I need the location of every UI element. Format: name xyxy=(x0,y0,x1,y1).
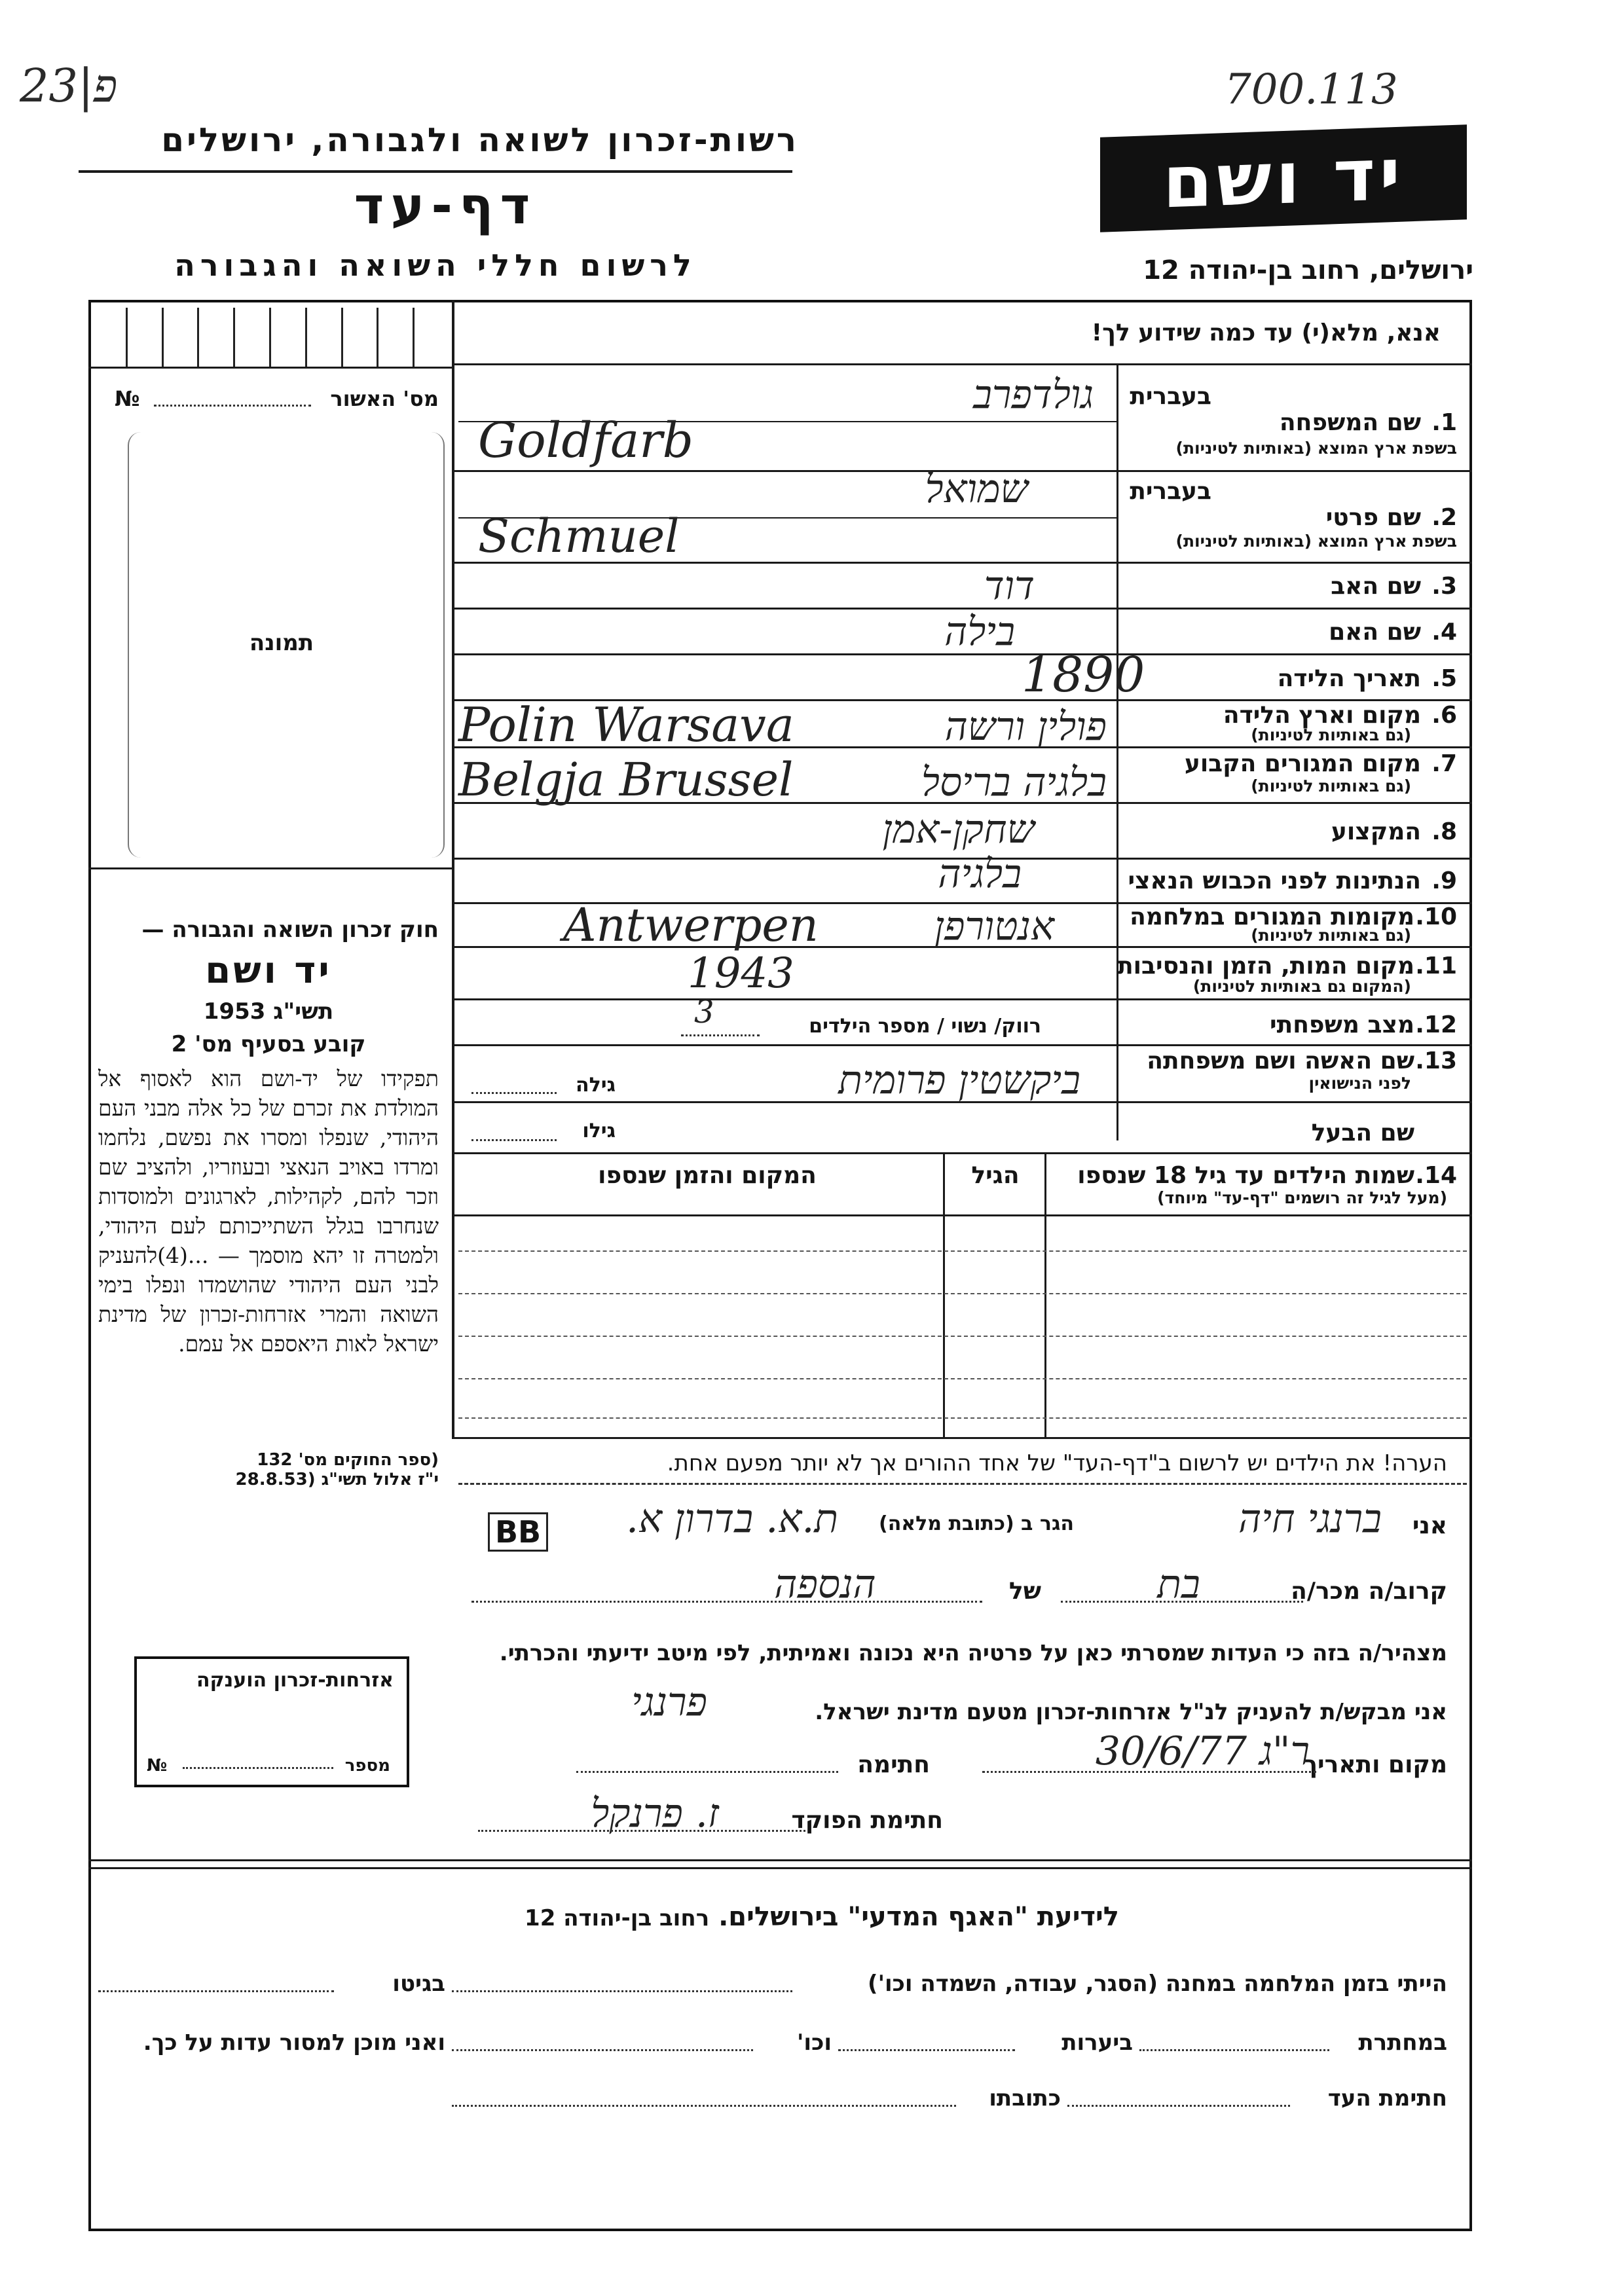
children-header-line xyxy=(452,1214,1472,1216)
field-10-latin[interactable]: Antwerpen xyxy=(563,898,819,952)
header-address: ירושלים, רחוב בן-יהודה 12 xyxy=(1143,255,1473,285)
of-name-field[interactable] xyxy=(471,1601,982,1603)
field-11-value[interactable]: 1943 xyxy=(688,949,794,998)
children-row[interactable] xyxy=(458,1250,1467,1252)
children-col-age: הגיל xyxy=(971,1162,1020,1189)
field-3-num: 3. xyxy=(1431,573,1457,600)
sidebar-code-boxes xyxy=(92,308,449,367)
footer-ghetto-field[interactable] xyxy=(98,1990,334,1992)
children-num: 14. xyxy=(1415,1162,1457,1189)
footer-underground: במחתרת xyxy=(1358,2030,1447,2056)
field-7-label: מקום המגורים הקבוע xyxy=(1184,750,1421,777)
logo-text: יד ושם xyxy=(1162,132,1405,225)
field-6-label: מקום וארץ הלידה xyxy=(1223,702,1421,729)
field-13-sub: לפני הנישואין xyxy=(1308,1074,1411,1093)
field-1-sub: בשפת ארץ המוצא (באותיות לטיניות) xyxy=(1175,439,1457,458)
children-col-names: שמות הילדים עד גיל 18 שנספו xyxy=(1077,1162,1414,1189)
row-divider xyxy=(452,1152,1472,1154)
field-12-children[interactable]: 3 xyxy=(694,994,714,1030)
footer-address: רחוב בן-יהודה 12 xyxy=(525,1905,710,1931)
wife-age-field[interactable] xyxy=(471,1092,557,1094)
law-clause: קובע בסעיף מס' 2 xyxy=(171,1031,366,1057)
row-divider xyxy=(452,1044,1472,1046)
place-date-label: מקום ותאריך xyxy=(1304,1751,1447,1778)
field-13-num: 13. xyxy=(1415,1048,1457,1074)
field-12-label: מצב משפחתי xyxy=(1270,1011,1414,1038)
field-11-sub: (המקום גם באותיות לטיניות) xyxy=(1192,977,1411,996)
field-3-label: שם האב xyxy=(1331,573,1421,600)
husband-age-field[interactable] xyxy=(471,1139,557,1141)
children-row[interactable] xyxy=(458,1417,1467,1419)
footer-witness-sign: חתימת העד xyxy=(1327,2085,1447,2111)
footer-address-field[interactable] xyxy=(452,2105,956,2107)
field-2-latin[interactable]: Schmuel xyxy=(478,509,680,563)
citizenship-title: אזרחות-זכרון הוענקה xyxy=(196,1669,394,1692)
declaration-text: מצהיר/ה בזה כי העדות שמסרתי כאן על פרטיה היא נכונה ואמיתית, לפי מיטב ידיעתי והכרתי. xyxy=(499,1640,1447,1666)
note-underline xyxy=(458,1483,1467,1485)
children-row[interactable] xyxy=(458,1378,1467,1379)
note-text: הערה! את הילדים יש לרשום ב"דף-העד" של אחד ההורים אך לא יותר מפעם אחת. xyxy=(667,1450,1447,1476)
footer-forests: ביערות xyxy=(1061,2030,1133,2056)
note-divider xyxy=(452,1437,1472,1439)
field-12-status: רווק/ נשוי / מספר הילדים xyxy=(809,1015,1041,1038)
field-5-label: תאריך הלידה xyxy=(1277,665,1421,692)
field-1-label: שם המשפחה xyxy=(1279,409,1421,436)
footer-willing: ואני מוכן למסור עדות על כך. xyxy=(143,2030,445,2056)
field-8-value[interactable]: שחקן-אמן xyxy=(882,807,1035,852)
footer-separator xyxy=(88,1867,1472,1869)
row-divider xyxy=(452,998,1472,1000)
officer-field[interactable] xyxy=(478,1830,805,1832)
footer-etc: וכו' xyxy=(796,2030,832,2056)
field-11-num: 11. xyxy=(1415,953,1457,979)
signature-field[interactable] xyxy=(576,1771,838,1773)
signature-label: חתימה xyxy=(857,1751,930,1778)
field-10-num: 10. xyxy=(1415,903,1457,930)
yad-vashem-logo xyxy=(1100,124,1467,232)
cert-number-label: מס' האשור xyxy=(330,386,439,411)
wife-age-label: גילה xyxy=(576,1074,616,1097)
children-count-field[interactable] xyxy=(681,1034,760,1036)
field-2-num: 2. xyxy=(1431,504,1457,531)
field-8-label: המקצוע xyxy=(1331,818,1421,845)
field-5-num: 5. xyxy=(1431,665,1457,692)
footer-underground-field[interactable] xyxy=(1139,2049,1329,2051)
declarant-address-label: הגר ב (כתובת מלאה) xyxy=(878,1512,1074,1535)
declarant-name[interactable]: ברנגי חיה xyxy=(1238,1496,1382,1542)
children-col-divider xyxy=(1044,1152,1046,1437)
field-5-value[interactable]: 1890 xyxy=(1022,647,1145,703)
law-name: יד ושם xyxy=(205,949,332,992)
law-year: תשי"ג 1953 xyxy=(203,998,334,1025)
field-7-hebrew[interactable]: בלגיה בריסל xyxy=(921,759,1107,805)
signature-name[interactable]: פרנגי xyxy=(631,1679,707,1725)
footer-ghetto: בגיטו xyxy=(392,1971,445,1997)
footer-title-text: לידיעת "האגף המדעי" בירושלים. xyxy=(718,1902,1119,1932)
declarant-prefix: אני xyxy=(1412,1512,1447,1539)
field-13-value[interactable]: ביקשטין פרומית xyxy=(838,1057,1080,1103)
field-1-num: 1. xyxy=(1431,409,1457,436)
photo-label: תמונה xyxy=(249,630,314,656)
footer-separator xyxy=(88,1859,1472,1861)
field-9-value[interactable]: בלגיה xyxy=(938,851,1022,897)
officer-label: חתימת הפוקד xyxy=(791,1807,943,1834)
page-mark: 23|פ xyxy=(20,59,118,113)
field-6-hebrew[interactable]: פולין ורשה xyxy=(944,704,1107,750)
field-6-num: 6. xyxy=(1431,702,1457,729)
law-ref xyxy=(98,1450,439,1489)
footer-forests-field[interactable] xyxy=(838,2049,1015,2051)
field-1-hebrew[interactable]: גולדפרב xyxy=(972,372,1094,418)
form-subtitle: לרשום חללי השואה והגבורה xyxy=(174,247,697,283)
law-ref-line1: (ספר החוקים מס' 132 xyxy=(257,1450,439,1470)
law-title: חוק זכרון השואה והגבורה — xyxy=(141,917,439,943)
of-name[interactable]: הנספה xyxy=(774,1561,876,1607)
field-13-label: שם האשה ושם משפחתה xyxy=(1147,1048,1414,1074)
authority-title: רשות-זכרון לשואה ולגבורה, ירושלים xyxy=(161,121,799,159)
place-date-value[interactable]: ר"ג 30/6/77 xyxy=(1095,1728,1310,1774)
field-12-num: 12. xyxy=(1415,1011,1457,1038)
footer-witness-field[interactable] xyxy=(1067,2105,1290,2107)
field-4-label: שם האם xyxy=(1329,619,1421,646)
authority-underline xyxy=(79,170,792,173)
husband-label: שם הבעל xyxy=(1311,1120,1414,1146)
footer-etc-field[interactable] xyxy=(452,2049,753,2051)
husband-age-label: גילו xyxy=(582,1120,616,1142)
form-title: דף-עד xyxy=(354,177,537,236)
field-10-sub: (גם באותיות לטיניות) xyxy=(1251,926,1411,945)
relation-value[interactable]: בת xyxy=(1157,1561,1200,1607)
officer-signature[interactable]: ז. פרנקל xyxy=(591,1791,719,1836)
field-10-label: מקומות המגורים במלחמה xyxy=(1130,903,1414,930)
field-1-latin[interactable]: Goldfarb xyxy=(478,412,693,469)
footer-title xyxy=(458,1902,1185,1932)
field-2-tag: בעברית xyxy=(1130,478,1211,505)
children-col-divider xyxy=(943,1152,945,1437)
declarant-address[interactable]: ת.א. בדרון א. xyxy=(626,1496,838,1542)
place-date-field[interactable] xyxy=(982,1771,1316,1773)
field-7-num: 7. xyxy=(1431,750,1457,777)
field-2-sub: בשפת ארץ המוצא (באותיות לטיניות) xyxy=(1175,532,1457,551)
sidebar-divider-photo xyxy=(88,867,452,869)
request-text: אני מבקש/ת להעניק לנ"ל אזרחות-זכרון מטעם מדינת ישראל. xyxy=(815,1699,1447,1725)
children-col-names-sub: (מעל לגיל זה רושמים "דף-עד" מיוחד) xyxy=(1157,1188,1447,1207)
of-label: של xyxy=(1008,1578,1041,1605)
field-7-latin[interactable]: Belgja Brussel xyxy=(458,753,794,807)
field-4-num: 4. xyxy=(1431,619,1457,646)
field-8-num: 8. xyxy=(1431,818,1457,845)
law-text: תפקידו של יד-ושם הוא לאסוף אל המולדת את זכרם של כל אלה מבני העם היהודי, שנפלו ומסרו את נפשם, נלחמו ומרדו באויב הנאצי ובעוזריו, ולהציב שם וזכר להם, לקהילות, לארגונים ולמוסדות שנחרבו בגלל השתייכותם לעם היהודי, ולמטרה זו יהא מוסמך — ...(4)להעניק לבני העם היהודי שהושמדו ונפלו בימי השואה והמרי אזרחות-זכרון של מדינת ישראל לאות היאספם אל עמם. xyxy=(98,1066,439,1357)
field-4-value[interactable]: בילה xyxy=(944,609,1015,655)
relation-field[interactable] xyxy=(1061,1601,1303,1603)
field-6-sub: (גם באותיות לטיניות) xyxy=(1251,725,1411,744)
field-11-label: מקום המות, הזמן והנסיבות xyxy=(1117,953,1414,979)
row-divider xyxy=(452,363,1472,365)
field-2-label: שם פרטי xyxy=(1325,504,1421,531)
citizenship-box xyxy=(134,1656,409,1787)
citizenship-number-label: מספר xyxy=(344,1756,390,1776)
field-6-latin[interactable]: Polin Warsava xyxy=(458,697,794,752)
field-3-value[interactable]: דוד xyxy=(984,563,1035,609)
citizenship-number-field[interactable] xyxy=(183,1767,333,1769)
file-number: 700.113 xyxy=(1225,65,1398,114)
law-ref-line2: י"ז אלול תשי"ג (28.8.53 xyxy=(235,1470,439,1489)
sidebar-divider-top xyxy=(88,367,452,369)
footer-camp-field[interactable] xyxy=(452,1990,792,1992)
cert-number-field[interactable] xyxy=(154,405,311,407)
declarant-stamp: BB xyxy=(488,1512,548,1552)
footer-address-label: כתובתו xyxy=(989,2085,1061,2111)
instruction-text: אנא, מלא(י) עד כמה שידוע לך! xyxy=(1091,319,1441,346)
field-10-hebrew[interactable]: אנטורפן xyxy=(934,903,1054,949)
relation-label: קרוב/ה מכר/ה xyxy=(1291,1578,1447,1605)
field-9-label: הנתינות לפני הכבוש הנאצי xyxy=(1128,867,1421,894)
citizenship-no-symbol: № xyxy=(147,1756,168,1776)
field-1-tag: בעברית xyxy=(1130,383,1211,410)
children-col-place: המקום והזמן שנספו xyxy=(598,1162,817,1189)
footer-line1: הייתי בזמן המלחמה במחנה (הסגר, עבודה, השמדה וכו') xyxy=(868,1971,1447,1997)
field-7-sub: (גם באותיות לטיניות) xyxy=(1251,776,1411,795)
field-2-hebrew[interactable]: שמואל xyxy=(925,466,1028,512)
children-row[interactable] xyxy=(458,1336,1467,1337)
cert-no-symbol: № xyxy=(115,386,140,411)
field-9-num: 9. xyxy=(1431,867,1457,894)
label-column-divider xyxy=(1116,363,1118,1140)
children-row[interactable] xyxy=(458,1293,1467,1294)
